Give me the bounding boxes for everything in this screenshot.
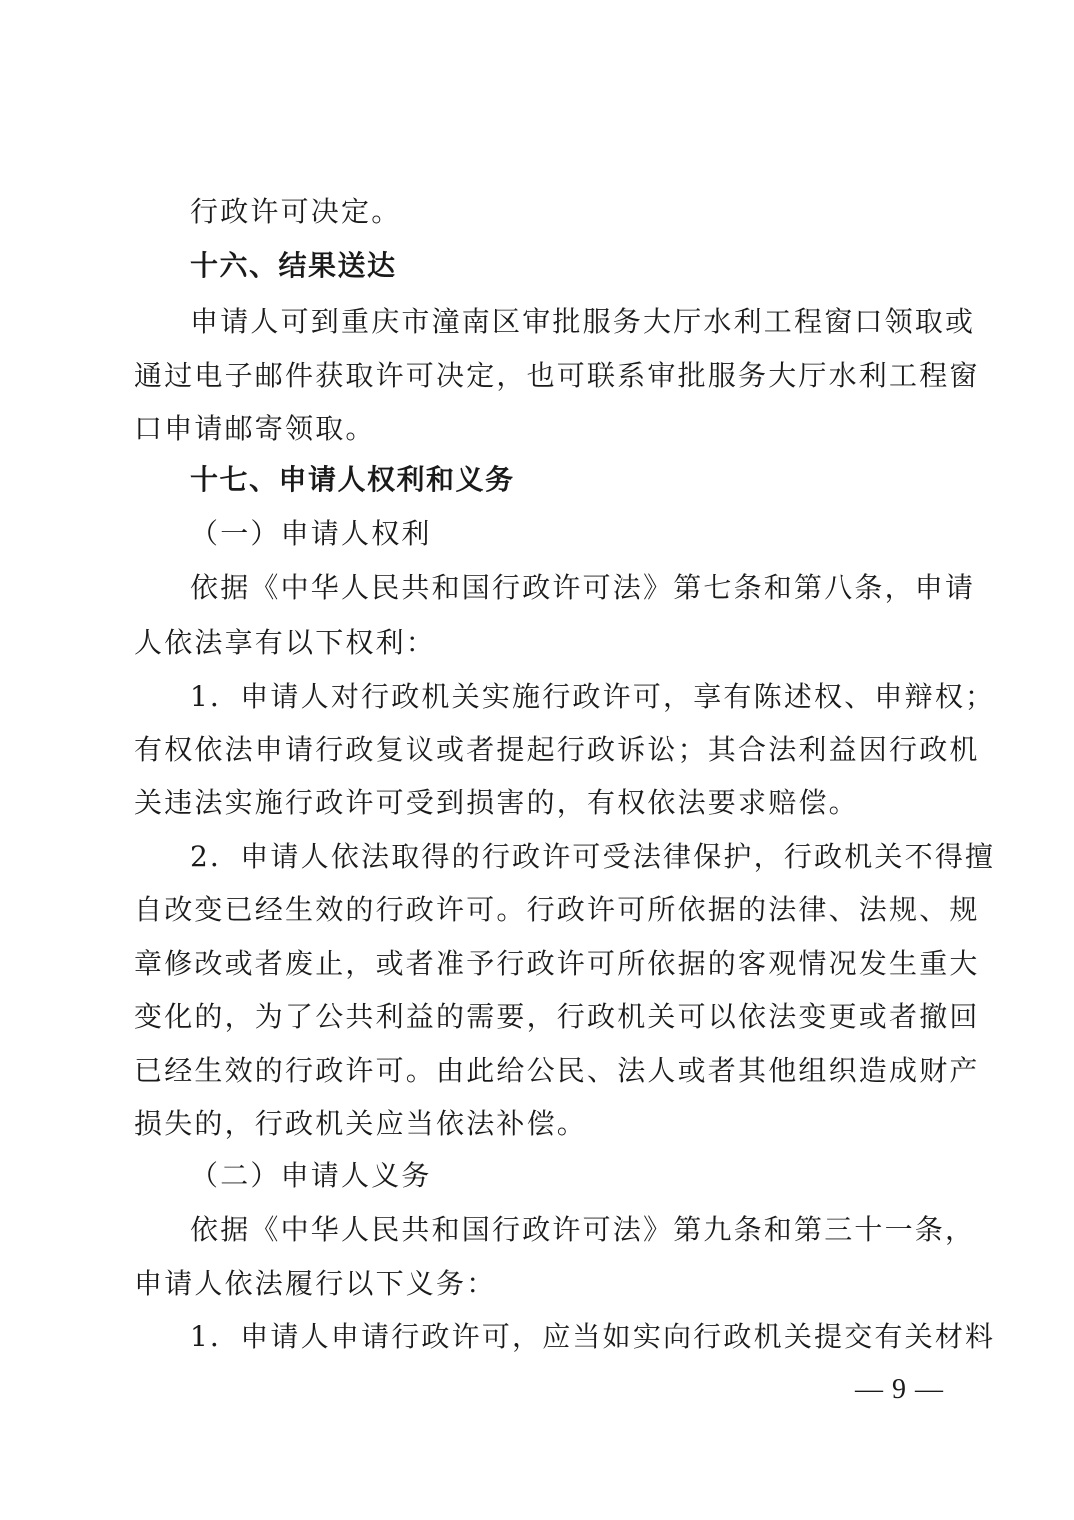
paragraph-line: 变化的，为了公共利益的需要，行政机关可以依法变更或者撤回 xyxy=(134,1000,980,1033)
paragraph-line: 损失的，行政机关应当依法补偿。 xyxy=(134,1107,588,1140)
paragraph-line: 依据《中华人民共和国行政许可法》第七条和第八条，申请 xyxy=(190,571,976,604)
paragraph-line: 人依法享有以下权利： xyxy=(134,626,437,659)
section-heading-17: 十七、申请人权利和义务 xyxy=(190,463,515,496)
paragraph-line: 自改变已经生效的行政许可。行政许可所依据的法律、法规、规 xyxy=(134,893,980,926)
paragraph-line: 依据《中华人民共和国行政许可法》第九条和第三十一条， xyxy=(190,1213,976,1246)
paragraph-line: 章修改或者废止，或者准予行政许可所依据的客观情况发生重大 xyxy=(134,947,980,980)
paragraph-line: 已经生效的行政许可。由此给公民、法人或者其他组织造成财产 xyxy=(134,1054,980,1087)
paragraph-line: 1．申请人对行政机关实施行政许可，享有陈述权、申辩权； xyxy=(190,680,996,713)
section-heading-16: 十六、结果送达 xyxy=(190,249,397,282)
paragraph-line: 通过电子邮件获取许可决定，也可联系审批服务大厅水利工程窗 xyxy=(134,359,980,392)
subsection-heading-rights: （一）申请人权利 xyxy=(190,517,432,550)
page-number: — 9 — xyxy=(855,1374,944,1405)
paragraph-line: 有权依法申请行政复议或者提起行政诉讼；其合法利益因行政机 xyxy=(134,733,980,766)
paragraph-line: 口申请邮寄领取。 xyxy=(134,412,376,445)
paragraph-line: 关违法实施行政许可受到损害的，有权依法要求赔偿。 xyxy=(134,786,859,819)
paragraph-line: 行政许可决定。 xyxy=(190,195,402,228)
paragraph-line: 申请人可到重庆市潼南区审批服务大厅水利工程窗口领取或 xyxy=(190,305,976,338)
paragraph-line: 2．申请人依法取得的行政许可受法律保护，行政机关不得擅 xyxy=(190,840,996,873)
paragraph-line: 1．申请人申请行政许可，应当如实向行政机关提交有关材料 xyxy=(190,1320,996,1353)
subsection-heading-obligations: （二）申请人义务 xyxy=(190,1159,432,1192)
paragraph-line: 申请人依法履行以下义务： xyxy=(134,1267,497,1300)
